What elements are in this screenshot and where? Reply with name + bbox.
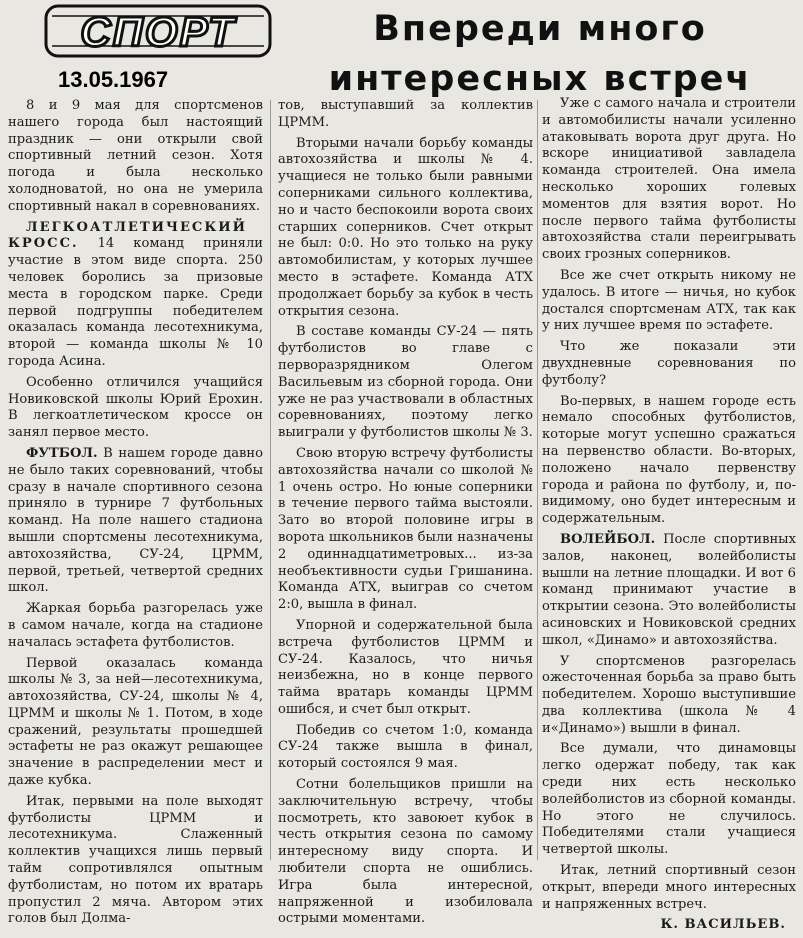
section-lead: ФУТБОЛ. — [26, 445, 98, 461]
column-divider — [537, 100, 538, 860]
article-paragraph: Свою вторую встречу футболисты автохозяйства начали со школой № 1 очень остро. Но юные соперники в течение первого тайма выстояли. Зато во второй половине игры в ворота школьников были назначены 2 одиннадцатиметровых... из-за необъективности судьи Гришанина. Команда АТХ, выиграв со счетом 2:0, вышла в финал. — [278, 445, 533, 613]
article-paragraph: Особенно отличился учащийся Новиковской школы Юрий Ерохин. В легкоатлетическом кроссе он занял первое место. — [8, 374, 263, 441]
sport-logo — [44, 2, 272, 60]
article-paragraph: Уже с самого начала и строители и автомобилисты начали усиленно атаковывать ворота друг друга. Но вскоре инициативой завладела команда строителей. Она имела несколько хороших голевых моментов для взятия ворот. Но после первого тайма футболисты автохозяйства стали переигрывать своих грозных соперников. — [542, 96, 796, 263]
headline-line-1: Впереди много — [373, 9, 707, 49]
article-paragraph: Вторыми начали борьбу команды автохозяйства и школы № 4. учащиеся не только были равными соперниками сильного коллектива, но и часто беспокоили ворота своих старших соперников. Счет открыт не был: 0:0. Но это только на руку автомобилистам, у которых лучшее место в эстафете. Команда АТХ продолжает борьбу за кубок в честь открытия сезона. — [278, 135, 533, 319]
section-text: 14 команд приняли участие в этом виде спорта. 250 человек боролись за призовые места в городском парке. Среди первой подгруппы победителем оказалась команда лесотехникума, второй — команда школы № 10 города Асина. — [8, 236, 263, 369]
article-paragraph: Итак, летний спортивный сезон открыт, впереди много интересных и напряженных встреч. — [542, 863, 796, 912]
article-paragraph: Все думали, что динамовцы легко одержат победу, так как среди них есть несколько волейболистов из сборной команды. Но этого не случилось. Победителями стали учащиеся четвертой школы. — [542, 741, 796, 858]
author-signature: К. ВАСИЛЬЕВ. — [660, 917, 786, 933]
article-column-1 — [8, 98, 263, 932]
article-paragraph: тов, выступавший за коллектив ЦРММ. — [278, 98, 533, 130]
article-paragraph: Все же счет открыть никому не удалось. В итоге — ничья, но кубок достался спортсменам АТХ, так как у них лучшее время по эстафете. — [542, 267, 796, 334]
headline-line-2: интересных встреч — [328, 59, 752, 99]
section-lead: ВОЛЕЙБОЛ. — [560, 531, 656, 547]
article-paragraph: Первой оказалась команда школы № 3, за ней—лесотехникума, автохозяйства, СУ-24, школы № 4, ЦРММ и школы № 1. Потом, в ходе сражений, результаты прошедшей эстафеты не раз окажут решающее значение в распределении мест и даже кубка. — [8, 655, 263, 789]
article-paragraph: Что же показали эти двухдневные соревнования по футболу? — [542, 339, 796, 388]
article-column-2 — [278, 98, 533, 932]
article-paragraph: В составе команды СУ-24 — пять футболистов во главе с перворазрядником Олегом Васильевым из сборной города. Они уже не раз участвовали в областных соревнованиях, поэтому легко выиграли у футболистов школы № 3. — [278, 324, 533, 441]
article-paragraph: Победив со счетом 1:0, команда СУ-24 также вышла в финал, который состоялся 9 мая. — [278, 722, 533, 772]
section-lead: ЛЕГКОАТЛЕТИЧЕСКИЙ КРОСС. — [8, 219, 248, 252]
article-paragraph: Упорной и содержательной была встреча футболистов ЦРММ и СУ-24. Казалось, что ничья неизбежна, но в конце первого тайма вратарь команды ЦРММ ошибся, и счет был открыт. — [278, 617, 533, 717]
section-text: В нашем городе давно не было таких соревнований, чтобы сразу в начале спортивного сезона приняло в турнире 7 футбольных команд. На поле нашего стадиона вышли спортсмены лесотехникума, автохозяйства, СУ-24, ЦРММ, первой, третьей, четвертой средних школ. — [8, 445, 263, 596]
article-paragraph: 8 и 9 мая для спортсменов нашего города был настоящий праздник — они открыли свой спортивный летний сезон. Хотя погода и была несколько холодноватой, но она не умерила спортивный накал в соревнованиях. — [8, 98, 263, 214]
article-paragraph: Жаркая борьба разгорелась уже в самом начале, когда на стадионе началась эстафета футболистов. — [8, 601, 263, 650]
article-paragraph: Во-первых, в нашем городе есть немало способных футболистов, которые могут успешно сражаться на первенство области. Во-вторых, положено начало первенству города и района по футболу, и, по-видимому, оно будет интересным и содержательным. — [542, 393, 796, 527]
issue-date: 13.05.1967 — [58, 67, 169, 92]
column-divider — [270, 100, 271, 860]
section-text: После спортивных залов, наконец, волейболисты вышли на летние площадки. И вот 6 команд принимают участие в открытии сезона. Это волейболисты асиновских и Новиковской средних школ, «Динамо» и автохозяйства. — [542, 531, 796, 648]
article-paragraph — [8, 446, 263, 597]
article-paragraph: Итак, первыми на поле выходят футболисты ЦРММ и лесотехникума. Слаженный коллектив учащихся лишь первый тайм сопротивлялся опытным футболистам, но потом их вратарь пропустил 2 мяча. Автором этих голов был Долма- — [8, 793, 263, 927]
article-paragraph — [8, 220, 263, 371]
article-paragraph — [542, 532, 796, 650]
logo-text: СПОРТ — [80, 8, 236, 55]
article-column-3 — [542, 96, 796, 938]
sport-logo-icon — [44, 2, 272, 60]
article-paragraph: У спортсменов разгорелась ожесточенная борьба за право быть победителем. Хорошо выступившие два коллектива (школа № 4 и«Динамо») вышли в финал. — [542, 653, 796, 736]
headline — [300, 4, 780, 104]
article-paragraph: Сотни болельщиков пришли на заключительную встречу, чтобы посмотреть, кто завоюет кубок в честь открытия сезона по самому интересному виду спорта. И любители спорта не ошиблись. Игра была интересной, напряженной и изобиловала острыми моментами. — [278, 777, 533, 927]
